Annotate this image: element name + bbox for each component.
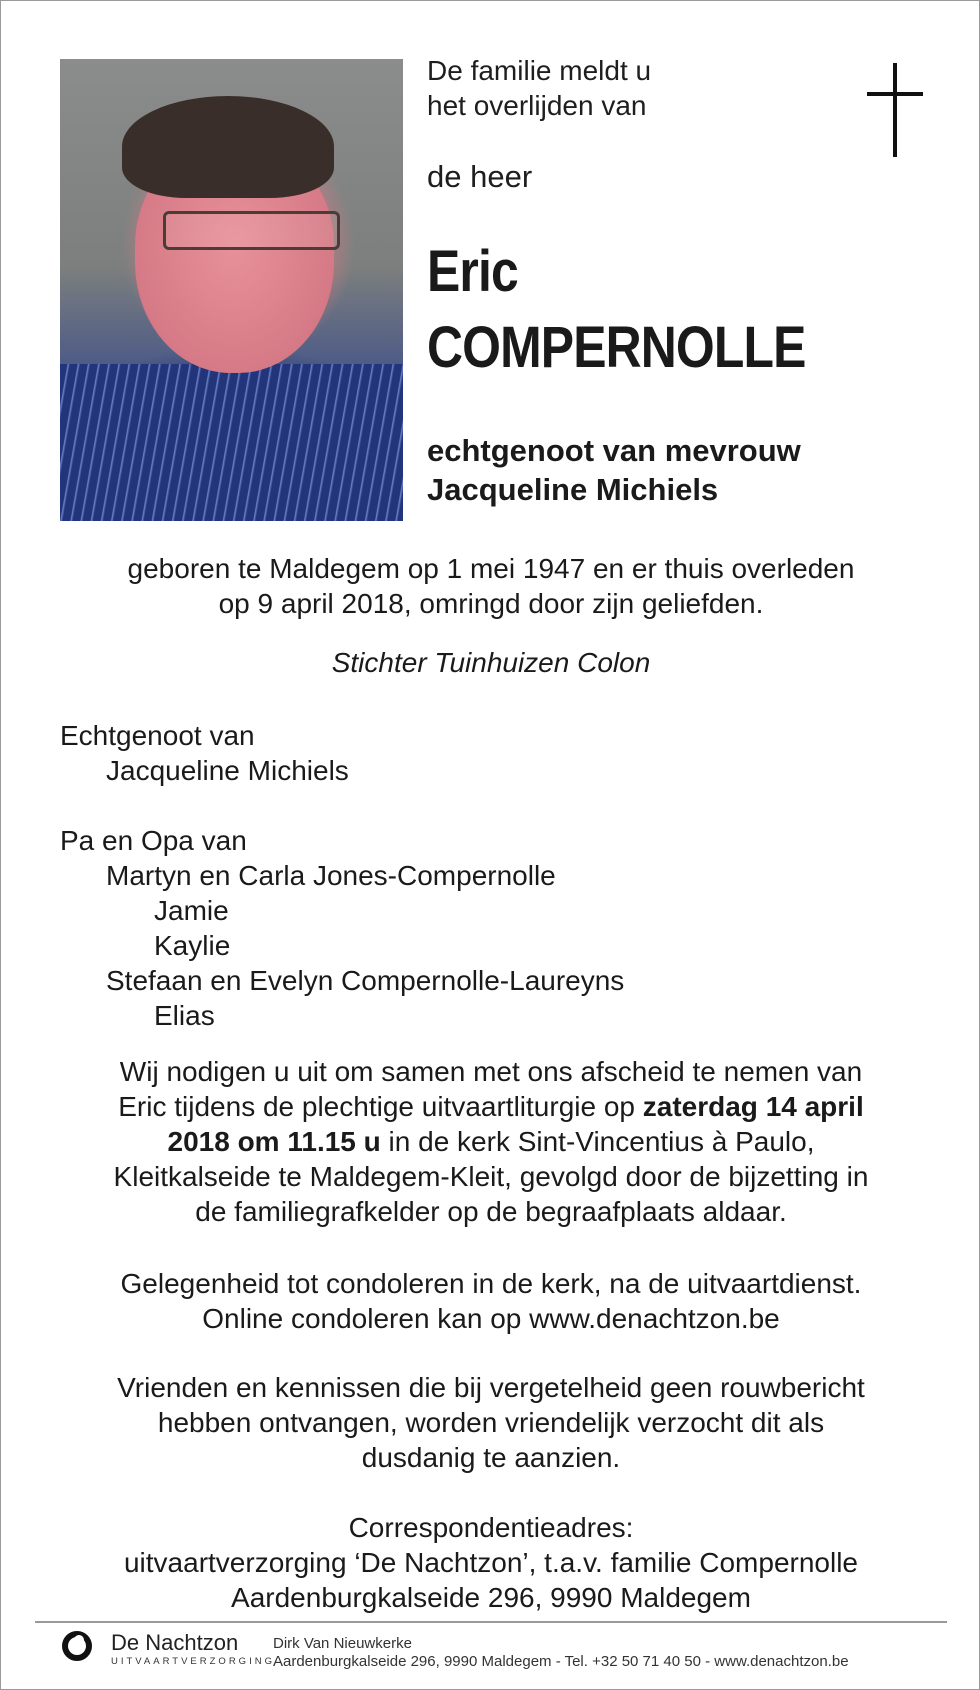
birth-line-2: op 9 april 2018, omringd door zijn geliefden. (218, 588, 764, 619)
spouse-name: Jacqueline Michiels (106, 755, 349, 786)
birth-info (41, 551, 941, 621)
condolence-info (41, 1266, 941, 1336)
children-label: Pa en Opa van (60, 825, 247, 856)
footer-contact-person: Dirk Van Nieuwkerke (273, 1635, 412, 1652)
grandchild-2: Kaylie (154, 930, 231, 961)
deceased-last-name: COMPERNOLLE (427, 315, 806, 380)
birth-line-1: geboren te Maldegem op 1 mei 1947 en er thuis overleden (127, 553, 855, 584)
logo-subtitle: UITVAARTVERZORGING (111, 1656, 275, 1667)
photo-glasses (163, 211, 341, 249)
condolence-line-2: Online condoleren kan op www.denachtzon.be (202, 1303, 780, 1334)
notice-line-3: dusdanig te aanzien. (361, 1442, 621, 1473)
founder-note: Stichter Tuinhuizen Colon (331, 647, 651, 678)
grandchild-3: Elias (154, 1000, 215, 1031)
intro-line-2: het overlijden van (427, 90, 647, 121)
condolence-line-1: Gelegenheid tot condoleren in de kerk, na de uitvaartdienst. (120, 1268, 862, 1299)
correspondence-line-1: uitvaartverzorging ‘De Nachtzon’, t.a.v. familie Compernolle (123, 1547, 858, 1578)
invitation-line-2 (41, 1089, 941, 1124)
spouse-heading (427, 431, 801, 509)
cross-icon-bar (867, 92, 923, 96)
portrait-photo (60, 59, 403, 521)
grandchild-1: Jamie (154, 895, 229, 926)
correspondence-label: Correspondentieadres: (348, 1512, 634, 1543)
photo-hair (122, 96, 335, 198)
notice-line-1: Vrienden en kennissen die bij vergetelheid geen rouwbericht (117, 1372, 865, 1403)
logo-name: De Nachtzon (111, 1630, 239, 1655)
photo-shirt (60, 364, 403, 521)
spouse-line-2: Jacqueline Michiels (427, 472, 719, 507)
invitation-line-2-text: Eric tijdens de plechtige uitvaartliturgie op (118, 1091, 643, 1122)
family-spacer (60, 788, 624, 823)
invitation-line-4: Kleitkalseide te Maldegem-Kleit, gevolgd door de bijzetting in (113, 1161, 869, 1192)
intro-text (427, 53, 651, 123)
funeral-date-part-2: 2018 om 11.15 u (167, 1126, 381, 1157)
footer-address: Aardenburgkalseide 296, 9990 Maldegem - Tel. +32 50 71 40 50 - www.denachtzon.be (273, 1653, 849, 1670)
cross-icon (893, 63, 897, 157)
family-list (60, 718, 624, 1033)
child-2: Stefaan en Evelyn Compernolle-Laureyns (106, 965, 625, 996)
footer-divider (35, 1621, 947, 1623)
intro-line-1: De familie meldt u (427, 55, 652, 86)
invitation-line-5: de familiegrafkelder op de begraafplaats aldaar. (195, 1196, 787, 1227)
funeral-date-part-1: zaterdag 14 april (642, 1091, 864, 1122)
invitation-line-3-text: in de kerk Sint-Vincentius à Paulo, (380, 1126, 815, 1157)
honorific: de heer (427, 159, 533, 194)
notice-text (41, 1370, 941, 1475)
correspondence-line-2: Aardenburgkalseide 296, 9990 Maldegem (231, 1582, 751, 1613)
invitation-text (41, 1054, 941, 1229)
nachtzon-logo-icon (62, 1631, 92, 1661)
spouse-label: Echtgenoot van (60, 720, 255, 751)
notice-line-2: hebben ontvangen, worden vriendelijk verzocht dit als (157, 1407, 825, 1438)
spouse-line-1: echtgenoot van mevrouw (427, 433, 801, 468)
correspondence-address (41, 1510, 941, 1615)
deceased-first-name: Eric (427, 239, 518, 304)
child-1: Martyn en Carla Jones-Compernolle (106, 860, 556, 891)
invitation-line-3 (41, 1124, 941, 1159)
invitation-line-1: Wij nodigen u uit om samen met ons afscheid te nemen van (119, 1056, 863, 1087)
